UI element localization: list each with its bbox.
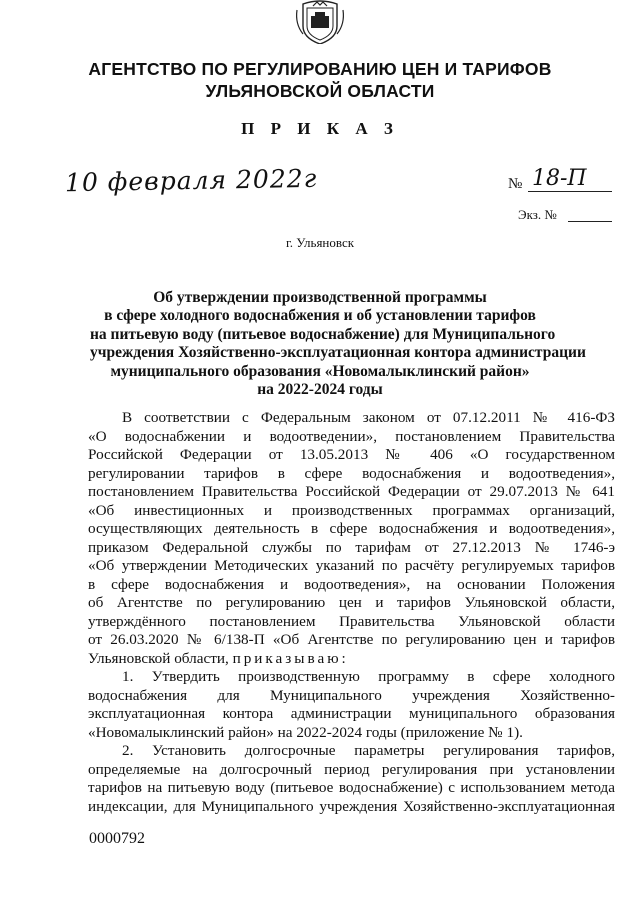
body-line: 1. Утвердить производственную программу в сфере холодного [122, 668, 615, 685]
body-line: регулировании тарифов в сфере водоснабжения и водоотведения», [88, 464, 615, 482]
body-line-ordering [88, 650, 615, 669]
document-code: 0000792 [89, 830, 145, 847]
body-line: водоснабжения для Муниципального учреждения Хозяйственно- [88, 686, 615, 704]
body-line: эксплуатационная контора администрации муниципального образования [88, 705, 615, 722]
body-line: индексации, для Муниципального учреждения Хозяйственно-эксплуатационная [88, 797, 615, 815]
number-underline [528, 191, 612, 192]
number-label: № [508, 176, 523, 192]
body-line: об Агентстве по регулированию цен и тарифов Ульяновской области, [88, 594, 615, 611]
title-line: в сфере холодного водоснабжения и об установлении тарифов [104, 307, 536, 325]
handwritten-date: 10 февраля 2022г [64, 163, 318, 198]
body-line: от 26.03.2020 № 6/138-П «Об Агентстве по регулированию цен и тарифов [88, 631, 615, 648]
body-line: определяемые на долгосрочный период регулирования при установлении [88, 760, 615, 778]
ordering-prefix: Ульяновской области, [88, 649, 233, 667]
body-line: в сфере водоснабжения и водоотведения», на основании Положения [88, 575, 615, 593]
title-line: на питьевую воду (питьевое водоснабжение) для Муниципального [90, 325, 556, 343]
body-line: постановлением Правительства Российской Федерации от 29.07.2013 № 641 [88, 483, 615, 500]
body-line: утверждённого постановлением Правительства Ульяновской области [88, 612, 615, 630]
document-body [88, 409, 615, 816]
body-line: «Об утверждении Методических указаний по расчёту регулируемых тарифов [88, 557, 615, 574]
document-title [90, 289, 586, 399]
body-line: тарифов на питьевую воду (питьевое водоснабжение) с использованием метода [88, 779, 615, 796]
body-line: осуществляющих деятельность в сфере водоснабжения и водоотведения», [88, 520, 615, 537]
body-line: приказом Федеральной службы по тарифам от 27.12.2013 № 1746-э [88, 538, 615, 556]
handwritten-number: 18-П [532, 166, 587, 191]
title-line: Об утверждении производственной программы [153, 289, 487, 306]
copy-number-label: Экз. № [518, 207, 557, 222]
coat-of-arms-emblem [293, 0, 347, 44]
copy-number-underline [568, 221, 612, 222]
agency-name-line1: АГЕНТСТВО ПО РЕГУЛИРОВАНИЮ ЦЕН И ТАРИФОВ [88, 59, 552, 79]
title-line: муниципального образования «Новомалыклинский район» [110, 362, 530, 380]
title-line: учреждения Хозяйственно-эксплуатационная контора администрации [90, 344, 586, 362]
ordering-verb: приказываю: [232, 649, 349, 667]
body-line: 2. Установить долгосрочные параметры регулирования тарифов, [122, 742, 615, 759]
body-line: «Новомалыклинский район» на 2022-2024 годы (приложение № 1). [88, 723, 523, 741]
city: г. Ульяновск [285, 235, 355, 250]
agency-name-line2: УЛЬЯНОВСКОЙ ОБЛАСТИ [205, 81, 435, 101]
body-line: В соответствии с Федеральным законом от 07.12.2011 № 416-ФЗ [122, 409, 615, 426]
document-type: П Р И К А З [241, 119, 399, 138]
body-line: «Об инвестиционных и производственных программах организаций, [88, 501, 615, 519]
body-line: «О водоснабжении и водоотведении», постановлением Правительства [88, 427, 615, 445]
title-line: на 2022-2024 годы [257, 381, 383, 399]
body-line: Российской Федерации от 13.05.2013 № 406 «О государственном [88, 446, 615, 463]
